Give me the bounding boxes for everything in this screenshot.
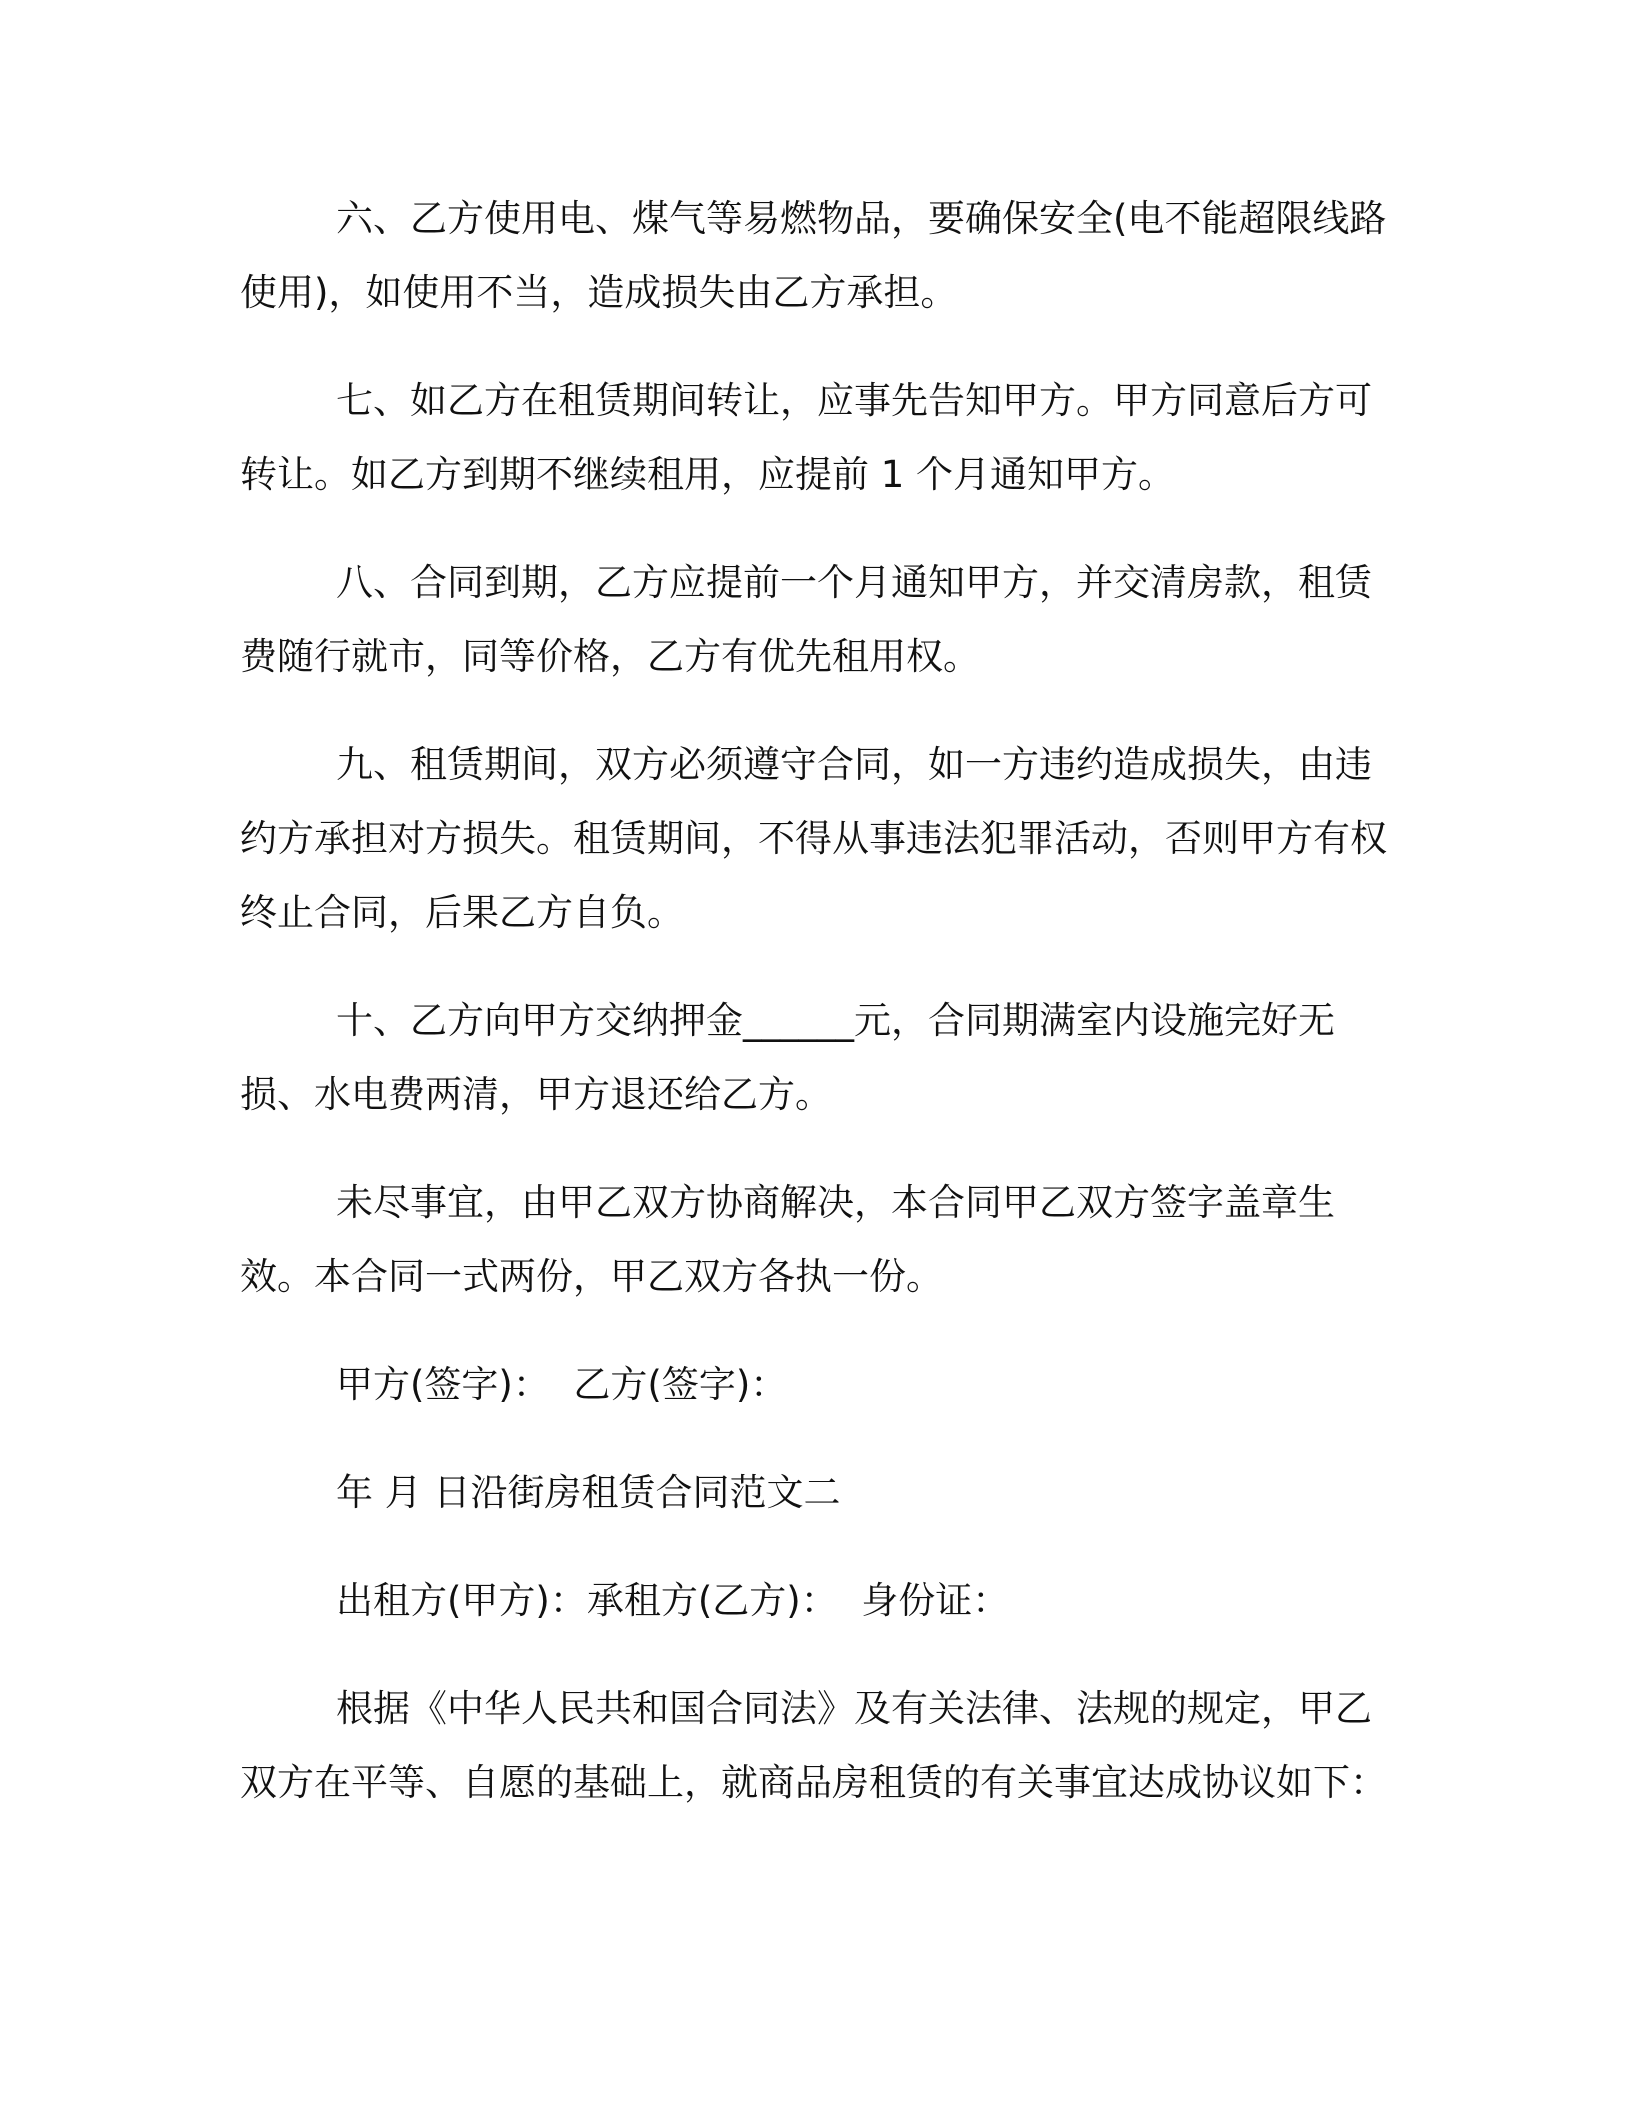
document-body xyxy=(240,182,1400,1820)
clause-seven: 七、如乙方在租赁期间转让，应事先告知甲方。甲方同意后方可转让。如乙方到期不继续租用，应提前 1 个月通知甲方。 xyxy=(240,379,1372,496)
preamble: 根据《中华人民共和国合同法》及有关法律、法规的规定，甲乙双方在平等、自愿的基础上，就商品房租赁的有关事宜达成协议如下： xyxy=(240,1687,1387,1804)
clause-ten: 十、乙方向甲方交纳押金______元，合同期满室内设施完好无损、水电费两清，甲方退还给乙方。 xyxy=(240,999,1335,1116)
supplementary-clause: 未尽事宜，由甲乙双方协商解决，本合同甲乙双方签字盖章生效。本合同一式两份，甲乙双方各执一份。 xyxy=(240,1181,1335,1298)
clause-eight: 八、合同到期，乙方应提前一个月通知甲方，并交清房款，租赁费随行就市，同等价格，乙方有优先租用权。 xyxy=(240,561,1372,678)
parties-line: 出租方(甲方)：承租方(乙方)： 身份证： xyxy=(336,1579,1010,1622)
signature-line: 甲方(签字)： 乙方(签字)： xyxy=(336,1363,788,1406)
clause-six: 六、乙方使用电、煤气等易燃物品，要确保安全(电不能超限线路使用)，如使用不当，造成损失由乙方承担。 xyxy=(240,197,1387,314)
date-and-second-title: 年 月 日沿街房租赁合同范文二 xyxy=(336,1471,841,1514)
clause-nine: 九、租赁期间，双方必须遵守合同，如一方违约造成损失，由违约方承担对方损失。租赁期间，不得从事违法犯罪活动，否则甲方有权终止合同，后果乙方自负。 xyxy=(240,743,1387,934)
